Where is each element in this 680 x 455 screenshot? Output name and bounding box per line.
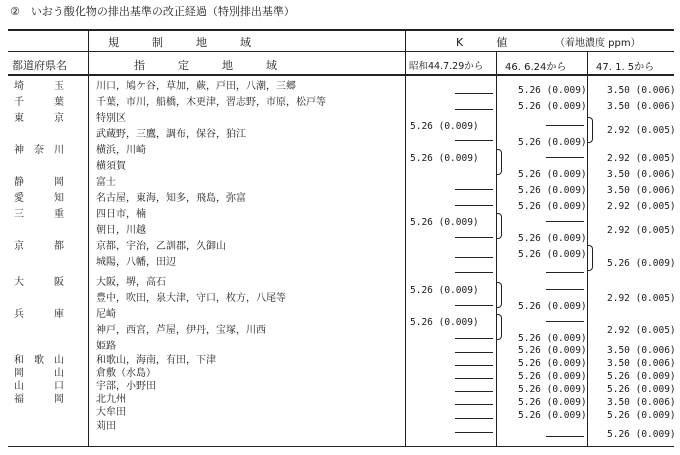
k-value-1971: 5.26 (0.009)	[518, 397, 587, 408]
empty-cell-dash	[455, 352, 493, 353]
k-value-1972: 2.92 (0.005)	[607, 325, 676, 336]
k-value-1969: 5.26 (0.009)	[410, 317, 479, 328]
prefecture-name: 和 歌 山	[14, 355, 64, 366]
k-value-1971: 5.26 (0.009)	[518, 233, 587, 244]
designated-area: 千葉，市川，船橋，木更津，習志野，市原，松戸等	[96, 97, 326, 108]
designated-area: 京都，宇治，乙訓郡，久御山	[96, 241, 226, 252]
k-value-1971: 5.26 (0.009)	[518, 333, 587, 344]
k-value-1972: 5.26 (0.009)	[607, 410, 676, 421]
prefecture-name: 埼 玉	[14, 81, 64, 92]
k-value-1972: 2.92 (0.005)	[607, 225, 676, 236]
empty-cell-dash	[546, 436, 584, 437]
designated-area: 倉敷（水島）	[96, 368, 156, 379]
designated-area: 横須賀	[96, 161, 126, 172]
k-value-1972: 3.50 (0.006)	[607, 169, 676, 180]
merge-brace	[497, 149, 502, 175]
col-divider-date1	[496, 51, 497, 446]
k-value-1971: 5.26 (0.009)	[518, 410, 587, 421]
k-value-1971: 5.26 (0.009)	[518, 371, 587, 382]
k-value-1969: 5.26 (0.009)	[410, 285, 479, 296]
k-value-1971: 5.26 (0.009)	[518, 345, 587, 356]
designated-area: 豊中，吹田，泉大津，守口，枚方，八尾等	[96, 293, 286, 304]
designated-area: 富士	[96, 177, 116, 188]
header-regulated-area: 規 制 地 域	[108, 36, 251, 49]
table-bottom-rule	[8, 446, 674, 447]
k-value-1972: 3.50 (0.006)	[607, 101, 676, 112]
designated-area: 武蔵野，三鷹，調布，保谷，狛江	[96, 129, 246, 140]
merge-brace	[588, 245, 593, 271]
k-value-1971: 5.26 (0.009)	[518, 301, 587, 312]
k-value-1972: 2.92 (0.005)	[607, 125, 676, 136]
merge-brace	[497, 314, 502, 340]
k-value-1972: 3.50 (0.006)	[607, 345, 676, 356]
k-value-1971: 5.26 (0.009)	[518, 137, 587, 148]
prefecture-name: 京 都	[14, 241, 64, 252]
header-k-unit: （着地濃度 ppm）	[555, 38, 641, 49]
empty-cell-dash	[455, 418, 493, 419]
designated-area: 名古屋，東海，知多，飛島，弥富	[96, 193, 246, 204]
prefecture-name: 福 岡	[14, 394, 64, 405]
table-title: ② いおう酸化物の排出基準の改正経過（特別排出基準）	[10, 5, 295, 18]
designated-area: 特別区	[96, 113, 126, 124]
designated-area: 川口，鳩ケ谷，草加，蕨，戸田，八潮，三郷	[96, 81, 296, 92]
designated-area: 北九州	[96, 394, 126, 405]
k-value-1972: 2.92 (0.005)	[607, 201, 676, 212]
header-designated-area: 指 定 地 域	[134, 59, 277, 72]
k-value-1969: 5.26 (0.009)	[410, 217, 479, 228]
prefecture-name: 愛 知	[14, 193, 64, 204]
col-divider-area	[405, 29, 406, 446]
designated-area: 和歌山，海南，有田，下津	[96, 355, 216, 366]
empty-cell-dash	[455, 391, 493, 392]
header-k-value: K 値	[456, 36, 508, 49]
empty-cell-dash	[455, 365, 493, 366]
designated-area: 神戸，西宮，芦屋，伊丹，宝塚，川西	[96, 325, 266, 336]
header-mid-rule	[8, 51, 674, 52]
header-prefecture: 都道府県名	[12, 59, 67, 72]
empty-cell-dash	[455, 432, 493, 433]
empty-cell-dash	[455, 189, 493, 190]
k-value-1972: 5.26 (0.009)	[607, 384, 676, 395]
empty-cell-dash	[455, 272, 493, 273]
designated-area: 四日市，楠	[96, 209, 146, 220]
k-value-1971: 5.26 (0.009)	[518, 185, 587, 196]
empty-cell-dash	[455, 378, 493, 379]
empty-cell-dash	[546, 289, 584, 290]
k-value-1972: 3.50 (0.006)	[607, 185, 676, 196]
k-value-1972: 3.50 (0.006)	[607, 397, 676, 408]
k-value-1972: 2.92 (0.005)	[607, 153, 676, 164]
prefecture-name: 山 口	[14, 381, 64, 392]
k-value-1969: 5.26 (0.009)	[410, 121, 479, 132]
empty-cell-dash	[455, 338, 493, 339]
header-date-1: 昭和44.7.29から	[409, 61, 484, 72]
header-bottom-rule	[8, 74, 674, 76]
k-value-1971: 5.26 (0.009)	[518, 101, 587, 112]
k-value-1972: 5.26 (0.009)	[607, 371, 676, 382]
k-value-1971: 5.26 (0.009)	[518, 249, 587, 260]
prefecture-name: 岡 山	[14, 368, 64, 379]
k-value-1972: 5.26 (0.009)	[607, 258, 676, 269]
designated-area: 姫路	[96, 341, 116, 352]
prefecture-name: 静 岡	[14, 177, 64, 188]
k-value-1971: 5.26 (0.009)	[518, 358, 587, 369]
empty-cell-dash	[546, 157, 584, 158]
merge-brace	[588, 117, 593, 143]
k-value-1972: 3.50 (0.006)	[607, 85, 676, 96]
k-value-1971: 5.26 (0.009)	[518, 169, 587, 180]
empty-cell-dash	[455, 93, 493, 94]
k-value-1969: 5.26 (0.009)	[410, 153, 479, 164]
designated-area: 苅田	[96, 421, 116, 432]
merge-brace	[497, 213, 502, 239]
prefecture-name: 大 阪	[14, 277, 64, 288]
empty-cell-dash	[455, 404, 493, 405]
designated-area: 横浜，川崎	[96, 145, 146, 156]
k-value-1971: 5.26 (0.009)	[518, 85, 587, 96]
prefecture-name: 東 京	[14, 113, 64, 124]
empty-cell-dash	[455, 305, 493, 306]
empty-cell-dash	[455, 109, 493, 110]
designated-area: 大阪，堺，高石	[96, 277, 166, 288]
prefecture-name: 兵 庫	[14, 309, 64, 320]
prefecture-name: 三 重	[14, 209, 64, 220]
k-value-1972: 3.50 (0.006)	[607, 358, 676, 369]
empty-cell-dash	[546, 125, 584, 126]
designated-area: 宇部，小野田	[96, 381, 156, 392]
designated-area: 城陽，八幡，田辺	[96, 257, 176, 268]
header-date-3: 47. 1. 5から	[596, 62, 655, 73]
designated-area: 尼崎	[96, 309, 116, 320]
designated-area: 大牟田	[96, 407, 126, 418]
prefecture-name: 千 葉	[14, 97, 64, 108]
table-top-rule	[8, 29, 674, 31]
k-value-1972: 5.26 (0.009)	[607, 429, 676, 440]
header-date-2: 46. 6.24から	[505, 62, 567, 73]
prefecture-name: 神 奈 川	[14, 145, 64, 156]
empty-cell-dash	[546, 221, 584, 222]
k-value-1971: 5.26 (0.009)	[518, 384, 587, 395]
empty-cell-dash	[546, 321, 584, 322]
col-divider-pref	[88, 29, 89, 446]
empty-cell-dash	[455, 257, 493, 258]
empty-cell-dash	[546, 272, 584, 273]
k-value-1971: 5.26 (0.009)	[518, 201, 587, 212]
designated-area: 朝日，川越	[96, 225, 146, 236]
empty-cell-dash	[455, 140, 493, 141]
empty-cell-dash	[455, 237, 493, 238]
k-value-1972: 2.92 (0.005)	[607, 293, 676, 304]
empty-cell-dash	[455, 205, 493, 206]
merge-brace	[497, 282, 502, 308]
